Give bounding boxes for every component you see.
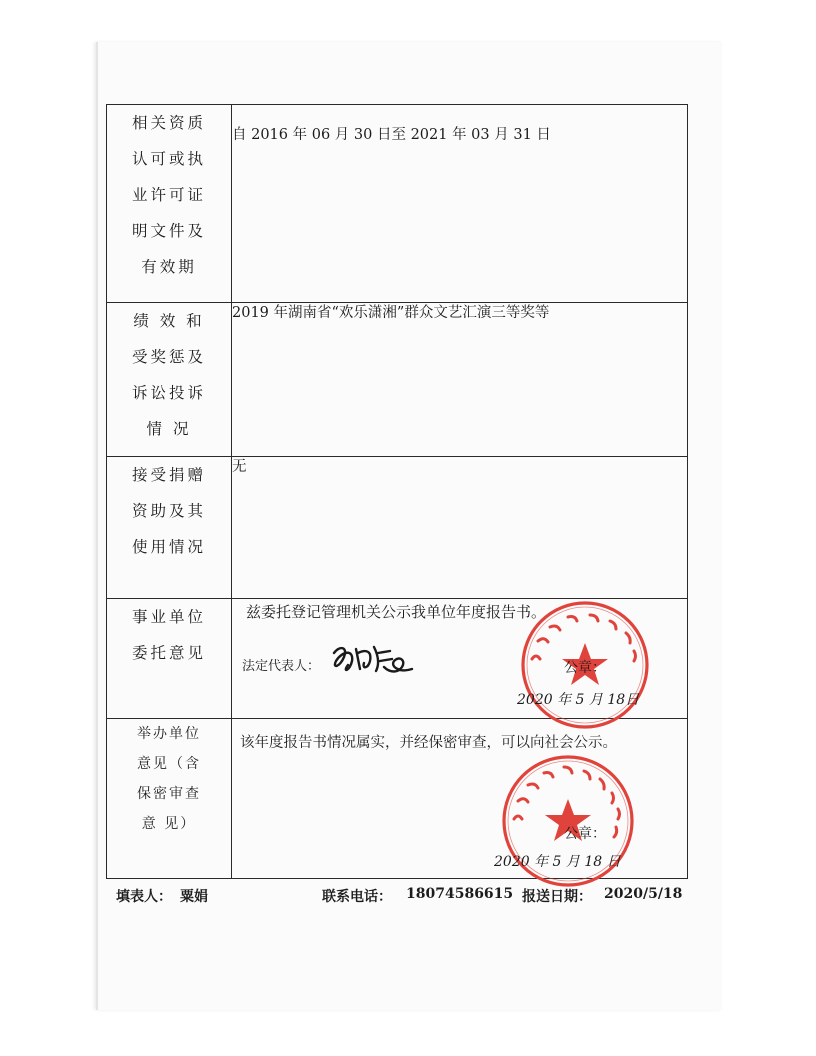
label-line: 保密审查 bbox=[137, 786, 201, 802]
label-line: 受奖惩及 bbox=[131, 348, 206, 366]
sponsor-label bbox=[107, 719, 232, 879]
qualification-label bbox=[107, 105, 232, 303]
report-table bbox=[106, 104, 688, 879]
label-line: 事业单位 bbox=[131, 608, 206, 626]
label-line: 委托意见 bbox=[131, 644, 206, 662]
label-line: 资助及其 bbox=[131, 502, 206, 520]
label-line: 举办单位 bbox=[137, 726, 201, 742]
label-line: 明文件及 bbox=[131, 222, 206, 240]
sponsor-cell bbox=[232, 719, 688, 879]
seal-label: 公章： bbox=[564, 660, 606, 676]
consignment-content bbox=[232, 599, 687, 717]
phone-number: 18074586615 bbox=[406, 886, 514, 902]
table-row-awards bbox=[107, 303, 688, 457]
table-row-qualification bbox=[107, 105, 688, 303]
consignment-date: 2020 年 5 月 18日 bbox=[517, 692, 640, 708]
submit-date-label: 报送日期： bbox=[522, 889, 592, 905]
label-line: 意 见） bbox=[141, 816, 197, 832]
submit-date: 2020/5/18 bbox=[604, 886, 683, 902]
sponsor-seal-label: 公章： bbox=[564, 826, 606, 842]
phone-label: 联系电话： bbox=[322, 889, 392, 905]
table-row-donations bbox=[107, 457, 688, 599]
label-line: 意见（含 bbox=[137, 756, 201, 772]
label-line: 诉讼投诉 bbox=[131, 384, 206, 402]
filler-name: 粟娟 bbox=[180, 889, 208, 905]
sponsor-content bbox=[232, 731, 687, 871]
consignment-cell bbox=[232, 599, 688, 719]
label-line: 绩 效 和 bbox=[133, 312, 205, 330]
legal-representative-label: 法定代表人： bbox=[242, 659, 321, 674]
consignment-label bbox=[107, 599, 232, 719]
label-line: 业许可证 bbox=[131, 186, 206, 204]
donations-value: 无 bbox=[232, 457, 688, 599]
sponsor-statement: 该年度报告书情况属实，并经保密审查，可以向社会公示。 bbox=[240, 735, 617, 751]
label-line: 认可或执 bbox=[131, 150, 206, 168]
label-line: 有效期 bbox=[141, 258, 197, 276]
label-line: 情 况 bbox=[146, 420, 192, 438]
qualification-value: 自 2016 年 06 月 30 日至 2021 年 03 月 31 日 bbox=[232, 105, 688, 303]
donations-label bbox=[107, 457, 232, 599]
awards-label bbox=[107, 303, 232, 457]
table-row-consignment bbox=[107, 599, 688, 719]
label-line: 相关资质 bbox=[131, 114, 206, 132]
sponsor-date: 2020 年 5 月 18 日 bbox=[494, 854, 621, 870]
consignment-statement: 兹委托登记管理机关公示我单位年度报告书。 bbox=[246, 603, 547, 621]
form-footer bbox=[116, 886, 686, 908]
signature-image bbox=[328, 639, 418, 679]
table-row-sponsor bbox=[107, 719, 688, 879]
page-edge bbox=[96, 42, 98, 1010]
awards-value: 2019 年湖南省“欢乐潇湘”群众文艺汇演三等奖等 bbox=[232, 303, 688, 457]
label-line: 使用情况 bbox=[131, 538, 206, 556]
filler-label: 填表人： bbox=[116, 889, 172, 905]
label-line: 接受捐赠 bbox=[131, 466, 206, 484]
